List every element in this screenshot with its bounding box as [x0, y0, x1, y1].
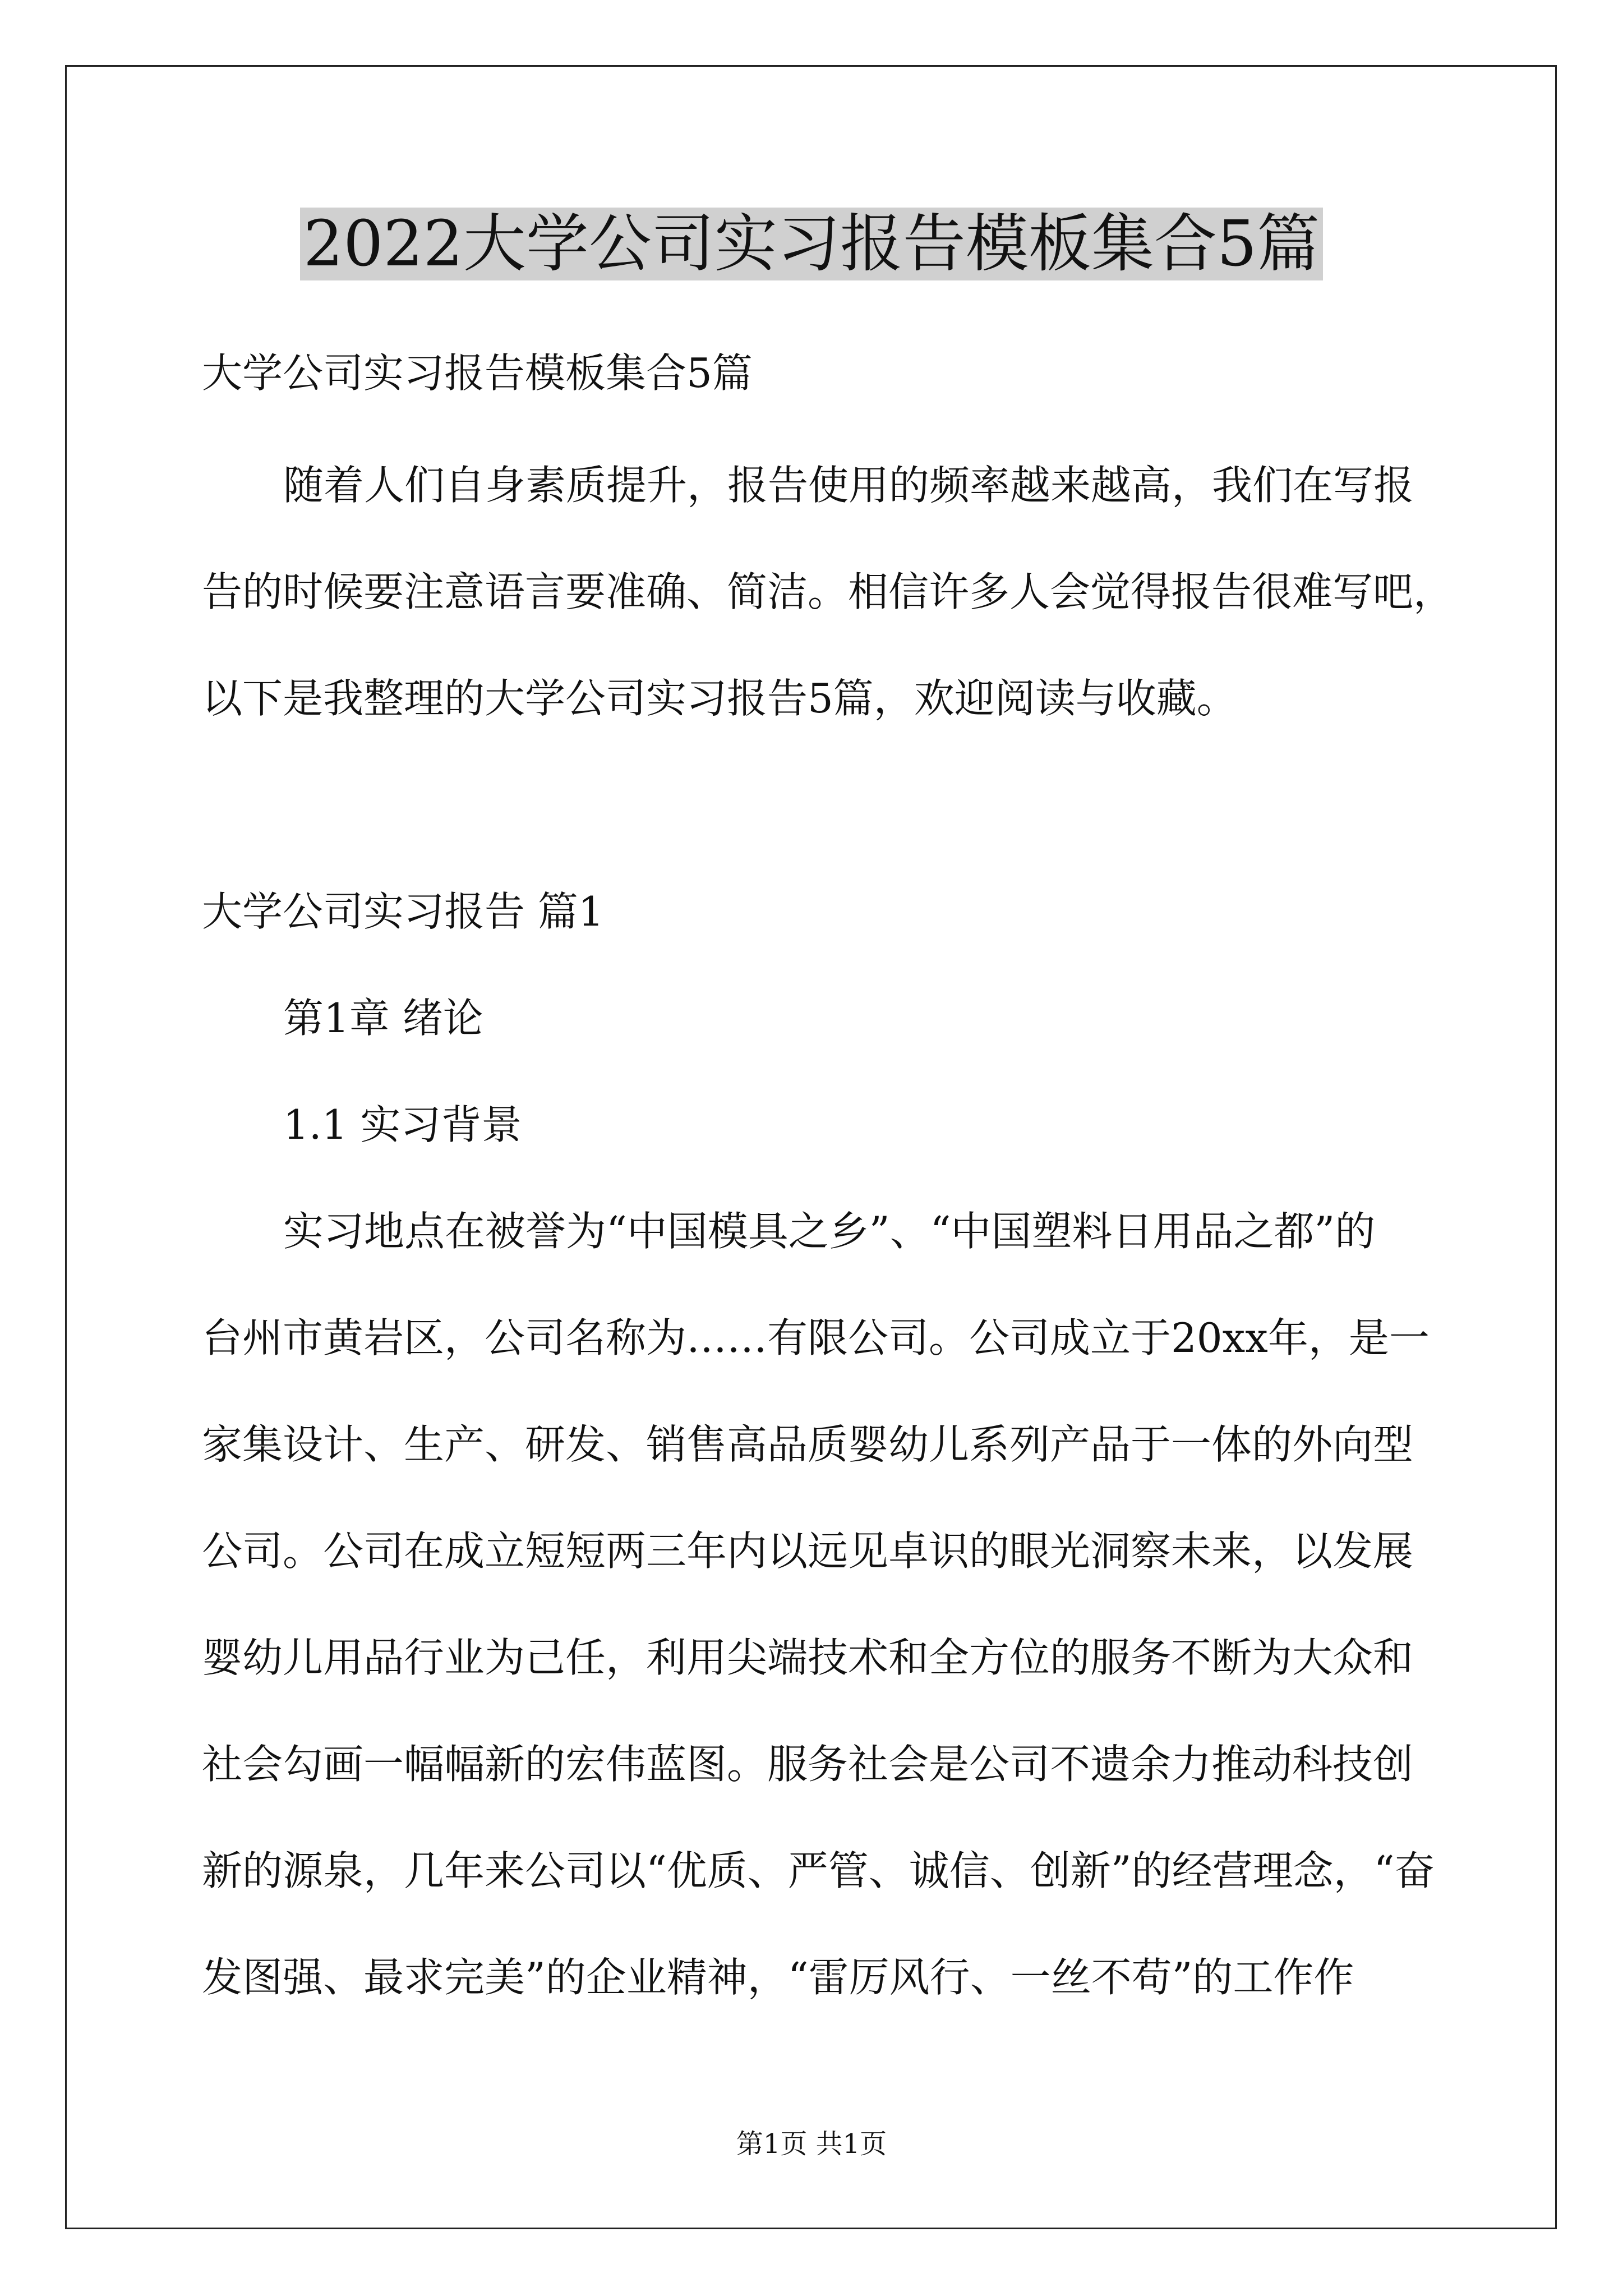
- body-line: 新的源泉，几年来公司以“优质、严管、诚信、创新”的经营理念，“奋: [202, 1847, 1435, 1894]
- body-line: 社会勾画一幅幅新的宏伟蓝图。服务社会是公司不遗余力推动科技创: [202, 1741, 1414, 1788]
- chapter-heading: 第1章 绪论: [283, 995, 483, 1042]
- body-line: 家集设计、生产、研发、销售高品质婴幼儿系列产品于一体的外向型: [202, 1421, 1414, 1468]
- intro-line: 随着人们自身素质提升，报告使用的频率越来越高，我们在写报: [283, 462, 1414, 509]
- body-line: 台州市黄岩区，公司名称为……有限公司。公司成立于20xx年，是一: [202, 1314, 1430, 1361]
- intro-line: 告的时候要注意语言要准确、简洁。相信许多人会觉得报告很难写吧，: [202, 568, 1454, 615]
- body-line: 公司。公司在成立短短两三年内以远见卓识的眼光洞察未来，以发展: [202, 1527, 1414, 1575]
- document-subtitle: 大学公司实习报告模板集合5篇: [202, 349, 753, 397]
- intro-line: 以下是我整理的大学公司实习报告5篇，欢迎阅读与收藏。: [202, 675, 1237, 722]
- document-title: 2022大学公司实习报告模板集合5篇: [0, 202, 1623, 286]
- body-line: 发图强、最求完美”的企业精神，“雷厉风行、一丝不苟”的工作作: [202, 1954, 1354, 2001]
- body-line: 实习地点在被誉为“中国模具之乡”、“中国塑料日用品之都”的: [283, 1208, 1376, 1255]
- subsection-heading: 1.1 实习背景: [283, 1101, 522, 1148]
- section-heading: 大学公司实习报告 篇1: [202, 888, 604, 935]
- body-line: 婴幼儿用品行业为己任，利用尖端技术和全方位的服务不断为大众和: [202, 1634, 1414, 1681]
- page-footer: 第1页 共1页: [736, 2128, 887, 2160]
